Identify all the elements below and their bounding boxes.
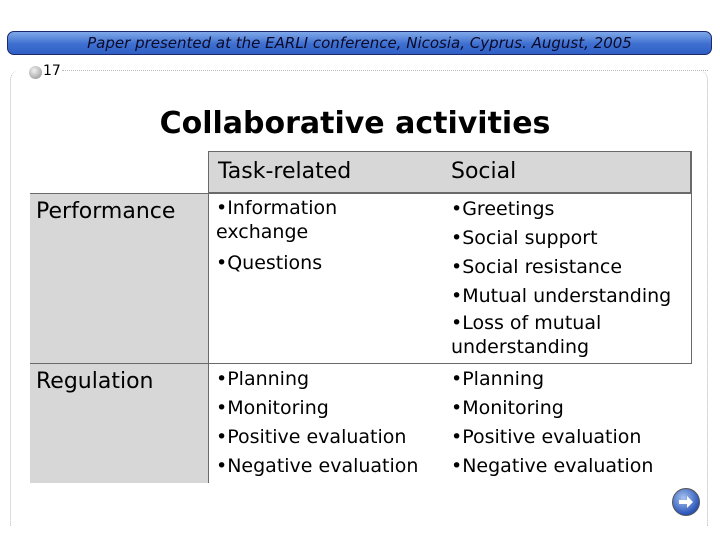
row-label-performance: Performance bbox=[36, 199, 176, 224]
list-item: •Negative evaluation bbox=[451, 455, 654, 477]
table-rule bbox=[691, 151, 692, 364]
slide-top-rule bbox=[62, 70, 708, 71]
list-item: •Information exchange bbox=[216, 197, 338, 243]
table-rule bbox=[30, 193, 691, 194]
list-item: •Social support bbox=[451, 227, 598, 249]
list-item: •Positive evaluation bbox=[216, 426, 407, 448]
list-item: •Social resistance bbox=[451, 256, 623, 278]
slide-title: Collaborative activities bbox=[159, 106, 551, 141]
performance-social-list bbox=[451, 195, 687, 364]
list-item: •Planning bbox=[451, 368, 545, 390]
list-item: •Positive evaluation bbox=[451, 426, 642, 448]
list-item: •Planning bbox=[216, 368, 310, 390]
list-item: •Mutual understanding bbox=[451, 285, 672, 307]
slide-knob-icon bbox=[29, 66, 42, 79]
table-row-label-column bbox=[30, 193, 208, 483]
row-label-regulation: Regulation bbox=[36, 369, 154, 394]
next-slide-button[interactable] bbox=[672, 488, 700, 516]
list-item: •Negative evaluation bbox=[216, 455, 419, 477]
list-item: •Loss of mutual understanding bbox=[451, 312, 602, 358]
performance-task-list bbox=[216, 196, 416, 278]
slide-number: 17 bbox=[43, 63, 61, 79]
table-rule bbox=[208, 151, 209, 483]
list-item: •Monitoring bbox=[216, 397, 329, 419]
list-item: •Questions bbox=[216, 252, 323, 274]
list-item: •Greetings bbox=[451, 198, 555, 220]
list-item: •Monitoring bbox=[451, 397, 564, 419]
header-social: Social bbox=[451, 159, 517, 184]
arrow-right-icon bbox=[677, 493, 695, 511]
regulation-task-list bbox=[216, 365, 448, 481]
conference-banner: Paper presented at the EARLI conference, Nicosia, Cyprus. August, 2005 bbox=[7, 31, 712, 55]
header-task-related: Task-related bbox=[218, 159, 352, 184]
regulation-social-list bbox=[451, 365, 687, 481]
